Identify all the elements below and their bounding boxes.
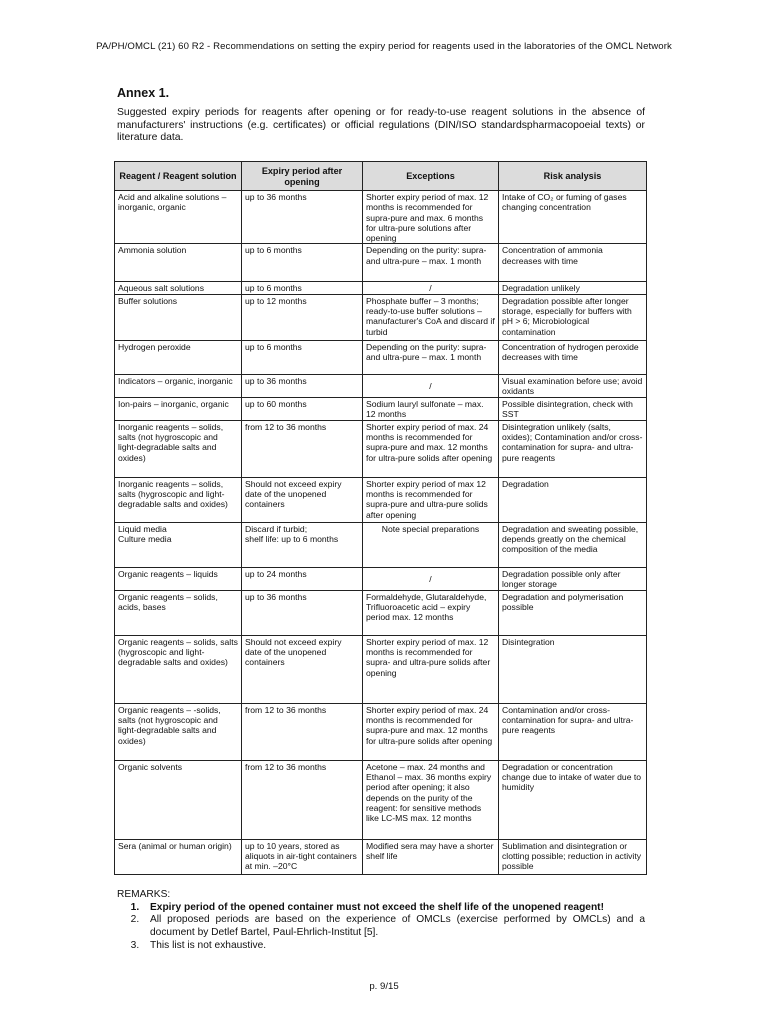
cell-reagent: Aqueous salt solutions [115, 282, 242, 294]
table-header-row [115, 162, 647, 191]
cell-exceptions: Modified sera may have a shorter shelf life [363, 839, 499, 874]
cell-reagent: Inorganic reagents – solids, salts (not hygroscopic and light-degradable salts and oxides) [115, 420, 242, 477]
table-row [115, 839, 647, 874]
cell-reagent: Hydrogen peroxide [115, 340, 242, 374]
table-row [115, 703, 647, 760]
remark-item-1: 1. Expiry period of the opened container must not exceed the shelf life of the unopened reagent! [142, 902, 645, 915]
table-row [115, 244, 647, 282]
table-row [115, 282, 647, 294]
cell-risk: Disintegration unlikely (salts, oxides); Contamination and/or cross-contamination for supra- and ultra-pure reagents [499, 420, 647, 477]
cell-expiry: from 12 to 36 months [242, 420, 363, 477]
cell-reagent: Buffer solutions [115, 294, 242, 340]
cell-risk: Degradation and polymerisation possible [499, 590, 647, 635]
cell-expiry: up to 6 months [242, 340, 363, 374]
cell-risk: Disintegration [499, 635, 647, 703]
cell-reagent: Ion-pairs – inorganic, organic [115, 397, 242, 420]
page-number: p. 9/15 [369, 981, 399, 992]
cell-exceptions: Shorter expiry period of max. 12 months is recommended for supra- and ultra-pure solids after opening [363, 635, 499, 703]
cell-expiry: up to 6 months [242, 244, 363, 282]
cell-reagent: Indicators – organic, inorganic [115, 374, 242, 397]
cell-reagent: Organic reagents – solids, acids, bases [115, 590, 242, 635]
table-row [115, 191, 647, 244]
expiry-table [114, 161, 647, 875]
cell-expiry: Discard if turbid; shelf life: up to 6 months [242, 522, 363, 567]
cell-reagent: Liquid media Culture media [115, 522, 242, 567]
cell-expiry: up to 36 months [242, 590, 363, 635]
cell-risk: Possible disintegration, check with SST [499, 397, 647, 420]
cell-risk: Degradation [499, 477, 647, 522]
cell-risk: Contamination and/or cross-contamination for supra- and ultra-pure reagents [499, 703, 647, 760]
table-row [115, 397, 647, 420]
cell-reagent: Ammonia solution [115, 244, 242, 282]
intro-paragraph: Suggested expiry periods for reagents after opening or for ready-to-use reagent solutions in the absence of manufacturers' instructions (e.g. certificates) or official regulations (DIN/ISO standardspharmacopoeial texts) or literature data. [117, 107, 645, 144]
header-risk: Risk analysis [499, 162, 647, 191]
cell-risk: Visual examination before use; avoid oxidants [499, 374, 647, 397]
table-row [115, 760, 647, 839]
cell-expiry: up to 6 months [242, 282, 363, 294]
cell-risk: Sublimation and disintegration or clotting possible; reduction in activity possible [499, 839, 647, 874]
annex-title: Annex 1. [117, 86, 170, 100]
cell-risk: Concentration of ammonia decreases with time [499, 244, 647, 282]
cell-exceptions: Depending on the purity: supra- and ultra-pure – max. 1 month [363, 244, 499, 282]
table-row [115, 374, 647, 397]
cell-reagent: Organic reagents – solids, salts (hygroscopic and light-degradable salts and oxides) [115, 635, 242, 703]
table-row [115, 590, 647, 635]
cell-expiry: from 12 to 36 months [242, 760, 363, 839]
cell-expiry: up to 36 months [242, 374, 363, 397]
header-reagent: Reagent / Reagent solution [115, 162, 242, 191]
cell-risk: Intake of CO₂ or fuming of gases changing concentration [499, 191, 647, 244]
page-header: PA/PH/OMCL (21) 60 R2 - Recommendations on setting the expiry period for reagents used in the laboratories of the OMCL Network [96, 41, 672, 52]
cell-exceptions: Acetone – max. 24 months and Ethanol – max. 36 months expiry period after opening; it also depends on the purity of the reagent: for sensitive methods like LC-MS max. 12 months [363, 760, 499, 839]
remarks-list [117, 902, 645, 953]
cell-exceptions: Shorter expiry period of max. 12 months is recommended for supra-pure and max. 6 months for ultra-pure solutions after opening [363, 191, 499, 244]
cell-expiry: up to 36 months [242, 191, 363, 244]
table-row [115, 340, 647, 374]
table-row [115, 635, 647, 703]
table-body [115, 191, 647, 875]
remarks-title: REMARKS: [117, 889, 171, 900]
cell-risk: Degradation possible only after longer storage [499, 567, 647, 590]
cell-exceptions: Shorter expiry period of max. 24 months is recommended for supra-pure and max. 12 months for ultra-pure solids after opening [363, 703, 499, 760]
remark-item-2: 2. All proposed periods are based on the experience of OMCLs (exercise performed by OMCLs) and a document by Detlef Bartel, Paul-Ehrlich-Institut [5]. [142, 914, 645, 939]
cell-exceptions: / [363, 374, 499, 397]
table-row [115, 477, 647, 522]
cell-risk: Degradation and sweating possible, depends greatly on the chemical composition of the media [499, 522, 647, 567]
cell-exceptions: Shorter expiry period of max. 24 months is recommended for supra-pure and max. 12 months for ultra-pure solids after opening [363, 420, 499, 477]
cell-risk: Degradation possible after longer storage, especially for buffers with pH > 6; Microbiological contamination [499, 294, 647, 340]
cell-risk: Degradation unlikely [499, 282, 647, 294]
cell-reagent: Organic reagents – -solids, salts (not hygroscopic and light-degradable salts and oxides) [115, 703, 242, 760]
cell-exceptions: Sodium lauryl sulfonate – max. 12 months [363, 397, 499, 420]
cell-risk: Degradation or concentration change due to intake of water due to humidity [499, 760, 647, 839]
cell-reagent: Inorganic reagents – solids, salts (hygroscopic and light-degradable salts and oxides) [115, 477, 242, 522]
cell-exceptions: Formaldehyde, Glutaraldehyde, Trifluoroacetic acid – expiry period max. 12 months [363, 590, 499, 635]
table-row [115, 522, 647, 567]
table-row [115, 567, 647, 590]
cell-exceptions: / [363, 567, 499, 590]
cell-reagent: Organic solvents [115, 760, 242, 839]
cell-reagent: Acid and alkaline solutions – inorganic, organic [115, 191, 242, 244]
header-exceptions: Exceptions [363, 162, 499, 191]
remark-item-3: 3. This list is not exhaustive. [142, 940, 645, 953]
remarks [117, 889, 645, 953]
table-row [115, 294, 647, 340]
cell-expiry: from 12 to 36 months [242, 703, 363, 760]
cell-risk: Concentration of hydrogen peroxide decreases with time [499, 340, 647, 374]
cell-expiry: Should not exceed expiry date of the unopened containers [242, 477, 363, 522]
cell-expiry: Should not exceed expiry date of the unopened containers [242, 635, 363, 703]
cell-expiry: up to 10 years, stored as aliquots in air-tight containers at min. –20°C [242, 839, 363, 874]
cell-exceptions: Shorter expiry period of max 12 months is recommended for supra-pure and ultra-pure solids after opening [363, 477, 499, 522]
cell-reagent: Organic reagents – liquids [115, 567, 242, 590]
cell-expiry: up to 60 months [242, 397, 363, 420]
cell-exceptions: Note special preparations [363, 522, 499, 567]
cell-exceptions: / [363, 282, 499, 294]
table-row [115, 420, 647, 477]
cell-reagent: Sera (animal or human origin) [115, 839, 242, 874]
cell-exceptions: Phosphate buffer – 3 months; ready-to-use buffer solutions – manufacturer's CoA and discard if turbid [363, 294, 499, 340]
cell-exceptions: Depending on the purity: supra- and ultra-pure – max. 1 month [363, 340, 499, 374]
cell-expiry: up to 12 months [242, 294, 363, 340]
cell-expiry: up to 24 months [242, 567, 363, 590]
header-expiry: Expiry period after opening [242, 162, 363, 191]
